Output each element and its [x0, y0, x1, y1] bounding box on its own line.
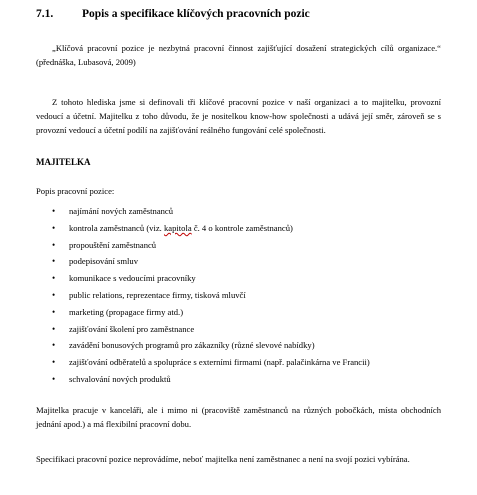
bullet-icon: •	[52, 373, 56, 384]
list-item-text: public relations, reprezentace firmy, tisková mluvčí	[69, 289, 246, 300]
list-item	[52, 355, 370, 372]
list-item	[52, 322, 370, 339]
list-item-text: schvalování nových produktů	[69, 373, 171, 384]
list-item	[52, 221, 370, 238]
list-item-text-start: kontrola zaměstnanců (viz.	[69, 222, 164, 233]
list-item-text: zajišťování odběratelů a spolupráce s externími firmami (např. palačinkárna ve Francii)	[69, 357, 370, 368]
list-item-text: marketing (propagace firmy atd.)	[69, 306, 184, 317]
heading-number: 7.1.	[36, 8, 54, 20]
duties-list	[52, 204, 370, 389]
list-item-text: komunikace s vedoucími pracovníky	[69, 273, 196, 284]
list-item	[52, 372, 370, 389]
bullet-icon: •	[52, 323, 56, 334]
list-item-text: najímání nových zaměstnanců	[69, 206, 174, 216]
bullet-icon: •	[52, 206, 56, 216]
list-item	[52, 254, 370, 271]
subsection-title: MAJITELKA	[36, 157, 91, 167]
bullet-icon: •	[52, 273, 56, 284]
list-item	[52, 338, 370, 355]
list-item	[52, 204, 370, 221]
bullet-icon: •	[52, 256, 56, 267]
list-item	[52, 238, 370, 255]
bullet-icon: •	[52, 357, 56, 368]
bullet-icon: •	[52, 239, 56, 250]
quote-paragraph: „Klíčová pracovní pozice je nezbytná pracovní činnost zajišťující dosažení strategických cílů organizace.“ (přednáška, Lubasová, 2009)	[36, 43, 441, 67]
bullet-icon: •	[52, 306, 56, 317]
specification-paragraph: Specifikaci pracovní pozice neprovádíme, neboť majitelka není zaměstnanec a není na svojí pozici vybírána.	[36, 454, 410, 464]
spellcheck-marked-word[interactable]: kapitola	[163, 222, 192, 233]
bullet-icon: •	[52, 340, 56, 351]
bullet-icon: •	[52, 222, 56, 233]
intro-paragraph: Z tohoto hlediska jsme si definovali tři klíčové pracovní pozice v naší organizaci a to majitelku, provozní vedoucí a účetní. Majitelku z toho důvodu, že je nositelkou know-how společnosti a udává její směr, zároveň se s provozní vedoucí a účetní podílí na zajišťování reálného fungování celé společnosti.	[36, 97, 441, 135]
list-item	[52, 305, 370, 322]
list-item-text: propouštění zaměstnanců	[69, 239, 157, 250]
list-label: Popis pracovní pozice:	[36, 186, 115, 196]
list-item-text: zajišťování školení pro zaměstnance	[69, 323, 195, 334]
heading-title: Popis a specifikace klíčových pracovních pozic	[82, 8, 310, 20]
list-item-text: podepisování smluv	[69, 256, 138, 267]
section-heading	[36, 8, 310, 20]
list-item-text-end: č. 4 o kontrole zaměstnanců)	[191, 222, 293, 233]
list-item	[52, 288, 370, 305]
list-item	[52, 271, 370, 288]
workplace-paragraph: Majitelka pracuje v kanceláři, ale i mimo ni (pracoviště zaměstnanců na různých pobočkách, místa obchodních jednání apod.) a má flexibilní pracovní dobu.	[36, 405, 441, 429]
list-item-text: zavádění bonusových programů pro zákazníky (různé slevové nabídky)	[69, 340, 315, 351]
bullet-icon: •	[52, 289, 56, 300]
